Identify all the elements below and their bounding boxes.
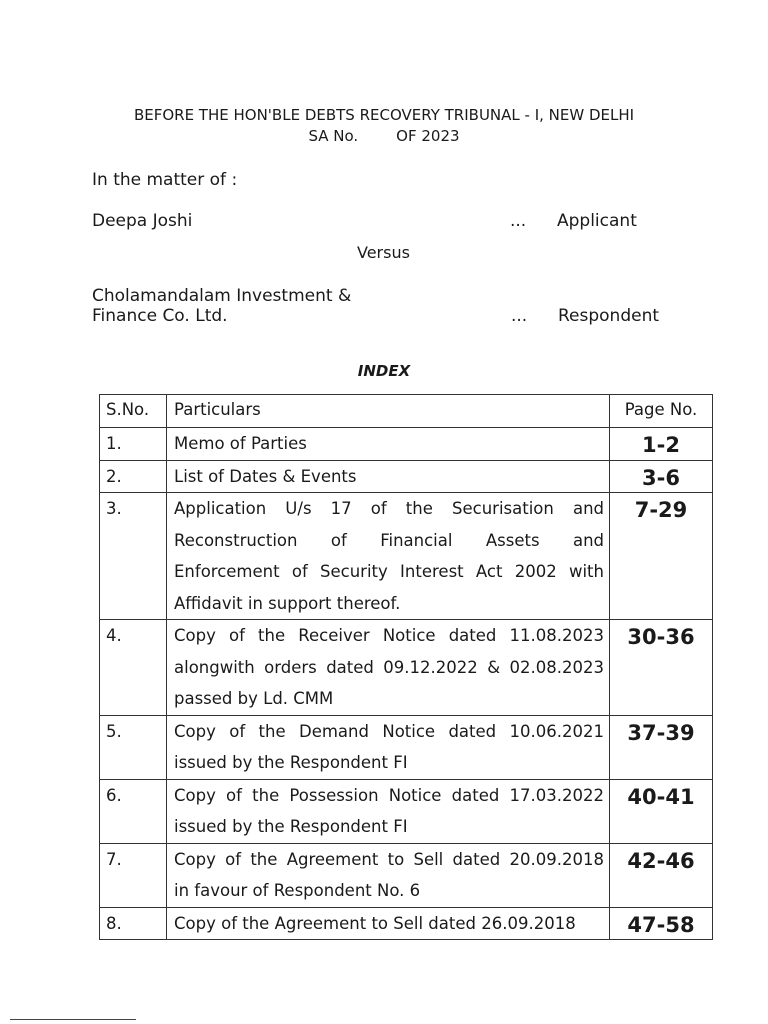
versus-label: Versus: [357, 243, 410, 262]
court-heading: BEFORE THE HON'BLE DEBTS RECOVERY TRIBUNAL - I, NEW DELHI: [133, 106, 635, 124]
table-row: [100, 907, 713, 940]
row-sno: 3.: [106, 499, 122, 518]
table-row: [100, 460, 713, 493]
applicant-dots: ...: [510, 211, 527, 231]
respondent-role: Respondent: [558, 306, 660, 326]
row-sno: 2.: [106, 466, 122, 486]
row-page-numbers: 40-41: [627, 784, 695, 809]
table-header-row: [100, 395, 713, 428]
row-page-numbers: 42-46: [627, 848, 695, 873]
table-row: [100, 493, 713, 620]
row-particulars-line: Copy of the Agreement to Sell dated 26.09.2018: [174, 913, 576, 933]
col-header-page-no: Page No.: [610, 395, 713, 428]
row-particulars-line: Copy of the Agreement to Sell dated 20.09.2018: [174, 849, 604, 869]
row-particulars-line: Memo of Parties: [174, 434, 307, 453]
respondent-name-line1: Cholamandalam Investment &: [92, 286, 352, 306]
table-row: [100, 715, 713, 779]
index-table: [99, 394, 713, 940]
row-page-numbers: 37-39: [627, 720, 695, 745]
row-particulars-line: Reconstruction of Financial Assets and: [174, 530, 604, 550]
col-header-particulars: Particulars: [167, 395, 610, 428]
row-page-numbers: 7-29: [634, 498, 688, 522]
row-particulars-line: Enforcement of Security Interest Act 2002 with: [174, 562, 604, 581]
respondent-name-line2: Finance Co. Ltd.: [92, 306, 228, 326]
row-particulars-line: alongwith orders dated 09.12.2022 & 02.08.2023: [174, 657, 604, 677]
row-page-numbers: 1-2: [642, 433, 680, 457]
matter-intro: In the matter of :: [92, 170, 238, 190]
row-sno: 7.: [106, 849, 122, 869]
row-particulars-line: issued by the Respondent FI: [174, 753, 408, 772]
row-sno: 5.: [106, 721, 122, 741]
table-row: [100, 428, 713, 461]
applicant-role: Applicant: [557, 211, 637, 231]
table-row: [100, 843, 713, 907]
row-page-numbers: 47-58: [627, 912, 695, 937]
row-particulars-line: passed by Ld. CMM: [174, 689, 334, 708]
row-page-numbers: 30-36: [627, 625, 695, 649]
row-particulars-line: Copy of the Receiver Notice dated 11.08.2023: [174, 626, 604, 645]
row-particulars-line: Affidavit in support thereof.: [174, 593, 401, 613]
col-header-sno: S.No.: [100, 395, 167, 428]
row-particulars-line: List of Dates & Events: [174, 466, 357, 486]
row-particulars-line: Copy of the Demand Notice dated 10.06.2021: [174, 721, 604, 741]
table-row: [100, 620, 713, 716]
row-particulars-line: issued by the Respondent FI: [174, 817, 408, 836]
row-particulars-line: in favour of Respondent No. 6: [174, 881, 421, 900]
index-title: INDEX: [357, 362, 411, 380]
row-sno: 8.: [106, 913, 122, 933]
table-row: [100, 779, 713, 843]
row-sno: 4.: [106, 626, 122, 645]
footnote-divider: [10, 1019, 136, 1020]
respondent-dots: ...: [511, 306, 528, 326]
row-particulars-line: Copy of the Possession Notice dated 17.03.2022: [174, 785, 604, 805]
applicant-name: Deepa Joshi: [92, 211, 193, 231]
row-sno: 6.: [106, 785, 122, 805]
case-prefix: SA No.: [308, 127, 359, 145]
row-sno: 1.: [106, 434, 122, 453]
case-suffix: OF 2023: [396, 127, 460, 145]
row-page-numbers: 3-6: [642, 465, 680, 490]
row-particulars-line: Application U/s 17 of the Securisation and: [174, 499, 604, 518]
case-number: [0, 127, 768, 145]
